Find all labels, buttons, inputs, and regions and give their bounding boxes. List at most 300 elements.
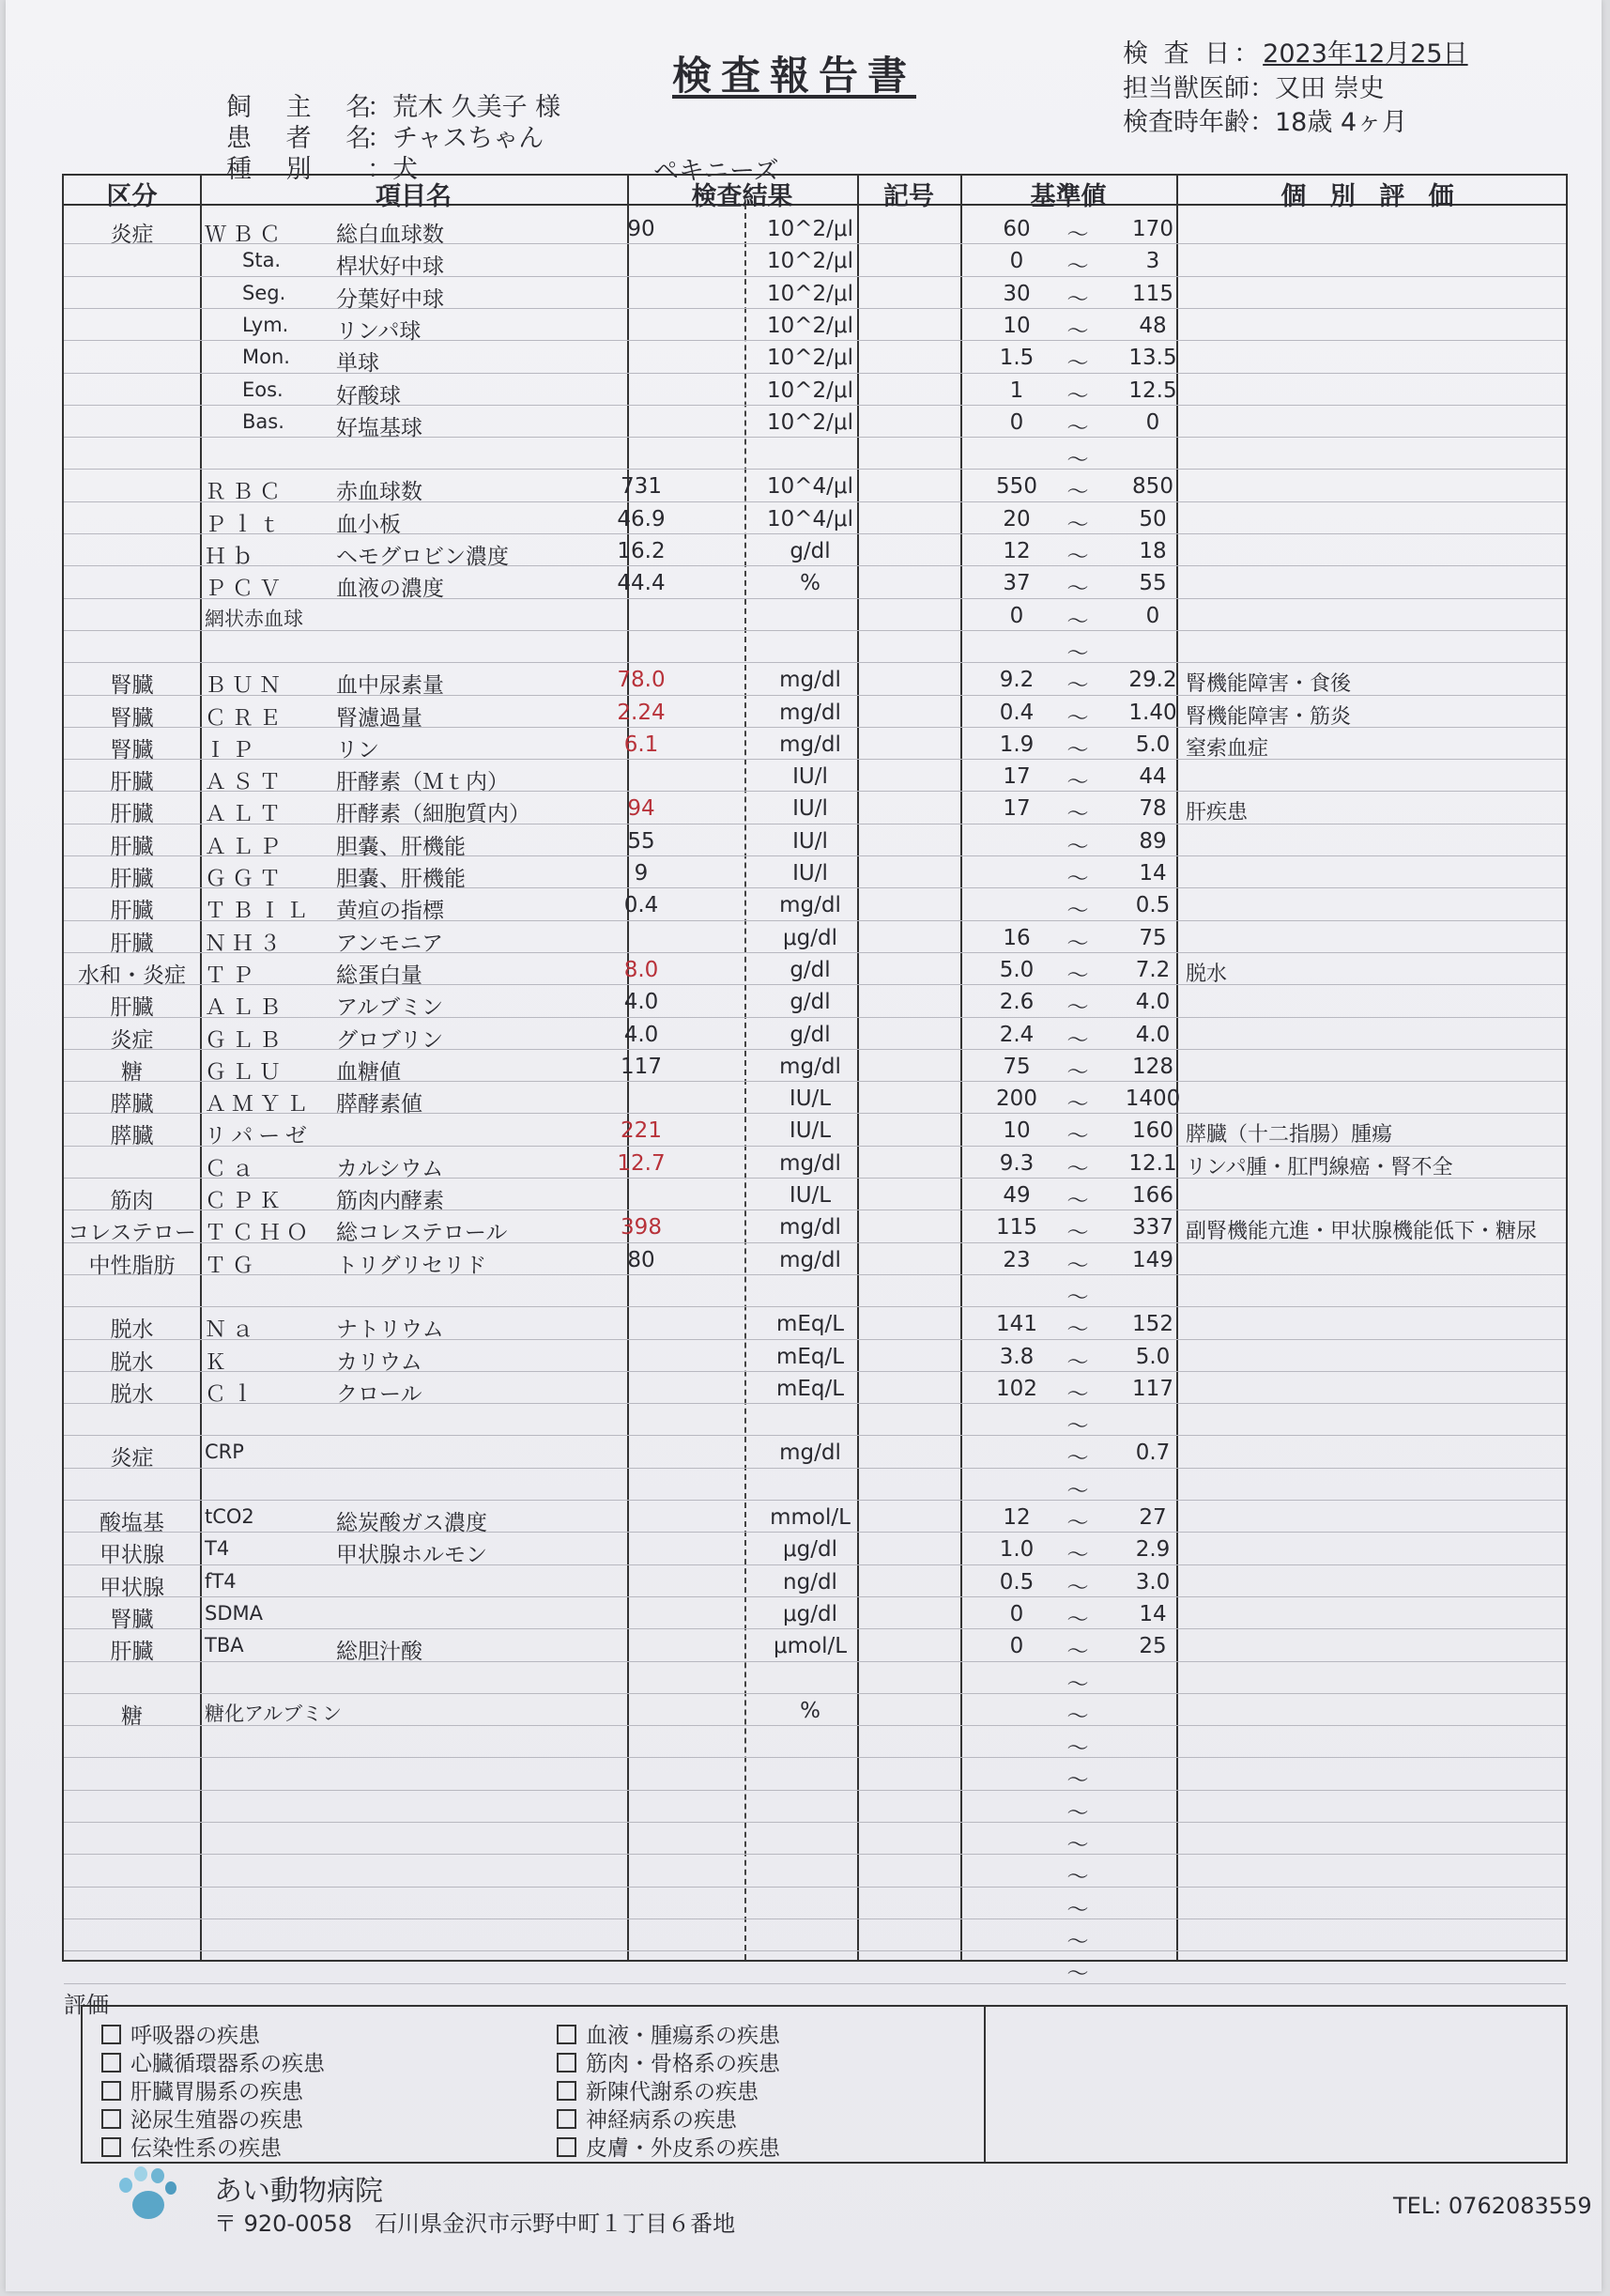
row-range-tilde: 〜 — [1066, 770, 1089, 795]
row-range-tilde: 〜 — [1066, 351, 1089, 377]
row-rule — [64, 759, 1566, 760]
row-range-low: 10 — [1003, 313, 1031, 338]
exam-date-row — [1123, 33, 1468, 69]
row-range-tilde: 〜 — [1066, 802, 1089, 827]
row-range-tilde: 〜 — [1066, 1124, 1089, 1149]
row-range-high: 4.0 — [1135, 1022, 1171, 1047]
row-unit: ng/dl — [783, 1569, 837, 1595]
row-range-high: 5.0 — [1135, 1344, 1171, 1369]
row-item-name: 筋肉内酵素 — [336, 1189, 444, 1213]
row-comment: 膵臓（十二指腸）腫瘍 — [1186, 1123, 1393, 1148]
row-code: ＡＬＴ — [205, 802, 286, 827]
row-result-value: 117 — [621, 1054, 662, 1079]
row-code: ＩＰ — [205, 737, 259, 763]
row-range-tilde: 〜 — [1066, 1962, 1089, 1987]
row-item-name: アンモニア — [336, 931, 444, 956]
row-category: 脱水 — [110, 1381, 154, 1407]
row-range-high: 13.5 — [1128, 346, 1177, 371]
col-symbol: 記号 — [883, 182, 934, 211]
row-item-name: 黄疸の指標 — [336, 899, 444, 924]
row-range-tilde: 〜 — [1066, 415, 1089, 440]
row-result-value: 80 — [627, 1247, 655, 1272]
row-item-name: 総コレステロール — [336, 1221, 508, 1246]
checkbox[interactable] — [557, 2109, 576, 2129]
row-range-tilde: 〜 — [1066, 1736, 1089, 1762]
row-item-name: 総白血球数 — [336, 223, 444, 247]
row-range-tilde: 〜 — [1066, 1768, 1089, 1794]
row-code: Ｃａ — [205, 1156, 259, 1181]
vet-label: 担当獣医師： — [1123, 74, 1275, 103]
row-range-tilde: 〜 — [1066, 1929, 1089, 1954]
row-range-tilde: 〜 — [1066, 609, 1089, 634]
row-rule — [64, 243, 1566, 244]
row-unit: 10^2/μl — [767, 378, 853, 403]
row-range-tilde: 〜 — [1066, 867, 1089, 891]
evaluation-option[interactable] — [101, 2103, 303, 2134]
row-range-low: 10 — [1003, 1118, 1031, 1144]
checkbox[interactable] — [101, 2137, 121, 2157]
evaluation-option[interactable] — [557, 2018, 780, 2049]
col-reference: 基準値 — [1030, 182, 1107, 211]
row-item-name: 単球 — [336, 351, 379, 377]
checkbox[interactable] — [557, 2053, 576, 2073]
row-result-value: 78.0 — [617, 668, 666, 693]
row-range-tilde: 〜 — [1066, 577, 1089, 602]
row-range-low: 2.6 — [999, 990, 1035, 1015]
row-range-tilde: 〜 — [1066, 1607, 1089, 1632]
row-result-value: 398 — [621, 1215, 662, 1240]
row-range-tilde: 〜 — [1066, 995, 1089, 1021]
row-range-low: 37 — [1003, 571, 1031, 596]
row-range-low: 30 — [1003, 281, 1031, 306]
evaluation-option-label: 伝染性系の疾患 — [130, 2136, 282, 2161]
row-rule — [64, 887, 1566, 888]
row-range-high: 3.0 — [1135, 1569, 1171, 1595]
evaluation-option[interactable] — [557, 2103, 737, 2134]
evaluation-option-label: 血液・腫瘍系の疾患 — [586, 2024, 780, 2048]
row-code: SDMA — [205, 1601, 263, 1625]
row-code: T4 — [205, 1537, 230, 1561]
row-unit: mEq/L — [775, 1344, 845, 1369]
row-rule — [64, 1339, 1566, 1340]
row-item-name: トリグリセリド — [336, 1253, 487, 1278]
evaluation-option[interactable] — [557, 2074, 759, 2105]
clinic-tel: TEL: 0762083559 — [1393, 2193, 1592, 2219]
row-range-tilde: 〜 — [1066, 1156, 1089, 1181]
owner-value: ：荒木 久美子 様 — [367, 93, 561, 122]
evaluation-option[interactable] — [557, 2046, 780, 2077]
row-range-tilde: 〜 — [1066, 1092, 1089, 1117]
row-unit: mg/dl — [779, 1247, 841, 1272]
row-range-low: 1.9 — [999, 732, 1035, 757]
row-rule — [64, 1081, 1566, 1082]
row-range-low: 102 — [996, 1376, 1037, 1401]
row-unit: g/dl — [790, 539, 831, 563]
row-unit: g/dl — [790, 990, 831, 1015]
row-unit: IU/l — [792, 764, 828, 790]
species-value: ：犬 — [367, 155, 418, 184]
row-range-high: 12.5 — [1128, 378, 1177, 403]
row-category: 糖 — [121, 1059, 143, 1085]
row-range-tilde: 〜 — [1066, 931, 1089, 956]
row-code: ＮＨ３ — [205, 931, 286, 956]
row-unit: μg/dl — [783, 1537, 837, 1563]
row-range-high: 89 — [1139, 828, 1167, 854]
checkbox[interactable] — [101, 2053, 121, 2073]
row-unit: IU/L — [789, 1118, 832, 1144]
row-result-value: 12.7 — [617, 1150, 666, 1176]
row-category: 肝臓 — [110, 770, 154, 795]
row-range-high: 1.40 — [1128, 700, 1177, 725]
row-rule — [64, 1500, 1566, 1501]
row-range-high: 152 — [1132, 1312, 1173, 1337]
row-code: ＴＢＩＬ — [205, 899, 314, 924]
row-item-name: カルシウム — [336, 1156, 444, 1181]
row-code: Sta. — [242, 249, 282, 272]
row-range-high: 25 — [1139, 1634, 1167, 1659]
row-range-low: 17 — [1003, 796, 1031, 822]
row-range-tilde: 〜 — [1066, 1897, 1089, 1922]
row-result-value: 8.0 — [623, 957, 659, 982]
checkbox[interactable] — [557, 2137, 576, 2157]
evaluation-option[interactable] — [557, 2131, 780, 2162]
row-range-low: 12 — [1003, 1505, 1031, 1530]
row-result-value: 46.9 — [617, 506, 666, 532]
row-range-high: 117 — [1132, 1376, 1173, 1401]
row-range-low: 1.0 — [999, 1537, 1035, 1563]
evaluation-option[interactable] — [101, 2131, 282, 2162]
row-category: 肝臓 — [110, 802, 154, 827]
row-code: ＴＧ — [205, 1253, 259, 1278]
row-rule — [64, 340, 1566, 341]
evaluation-option-label: 神経病系の疾患 — [586, 2108, 737, 2133]
row-rule — [64, 1950, 1566, 1951]
row-category: 肝臓 — [110, 899, 154, 924]
row-range-tilde: 〜 — [1066, 1543, 1089, 1568]
row-range-tilde: 〜 — [1066, 1414, 1089, 1440]
row-range-tilde: 〜 — [1066, 1027, 1089, 1053]
row-range-high: 50 — [1139, 506, 1167, 532]
checkbox[interactable] — [101, 2081, 121, 2101]
row-rule — [64, 1918, 1566, 1919]
row-rule — [64, 1468, 1566, 1469]
row-unit: IU/l — [792, 861, 828, 886]
checkbox[interactable] — [101, 2109, 121, 2129]
species-label: 種 別 — [226, 155, 325, 184]
row-range-high: 18 — [1139, 539, 1167, 563]
checkbox[interactable] — [101, 2025, 121, 2044]
row-rule — [64, 1854, 1566, 1855]
row-rule — [64, 501, 1566, 502]
row-range-tilde: 〜 — [1066, 1575, 1089, 1600]
row-unit: mg/dl — [779, 732, 841, 757]
row-category: 脱水 — [110, 1349, 154, 1375]
row-rule — [64, 984, 1566, 985]
row-range-high: 55 — [1139, 571, 1167, 596]
patient-label: 患 者 名 — [226, 124, 385, 153]
row-range-high: 27 — [1139, 1505, 1167, 1530]
row-comment: 窒索血症 — [1186, 736, 1269, 761]
row-code: ＲＢＣ — [205, 480, 286, 505]
row-category: 糖 — [121, 1703, 143, 1729]
vet-value: 又田 崇史 — [1275, 74, 1385, 103]
row-rule — [64, 1822, 1566, 1823]
row-unit: 10^2/μl — [767, 281, 853, 306]
col-item: 項目名 — [376, 182, 452, 211]
row-result-value: 55 — [627, 828, 655, 854]
row-category: 甲状腺 — [100, 1543, 164, 1568]
row-unit: 10^2/μl — [767, 409, 853, 435]
row-category: 腎臓 — [110, 705, 154, 731]
row-unit: mEq/L — [775, 1376, 845, 1401]
row-range-low: 3.8 — [999, 1344, 1035, 1369]
row-category: 肝臓 — [110, 931, 154, 956]
evaluation-option[interactable] — [101, 2046, 325, 2077]
row-unit: 10^2/μl — [767, 249, 853, 274]
evaluation-box — [81, 2005, 1568, 2164]
row-result-value: 9 — [634, 861, 649, 886]
page-title: 検査報告書 — [672, 53, 917, 99]
row-code: Eos. — [242, 378, 284, 401]
row-code: ＴＣＨＯ — [205, 1221, 314, 1246]
row-range-low: 23 — [1003, 1247, 1031, 1272]
row-code: ＰＣＶ — [205, 577, 286, 602]
row-range-low: 0 — [1009, 1634, 1024, 1659]
row-range-high: 29.2 — [1128, 668, 1177, 693]
clinic-name: あい動物病院 — [214, 2175, 383, 2208]
clinic-logo — [114, 2165, 179, 2230]
evaluation-option-label: 呼吸器の疾患 — [130, 2024, 260, 2048]
row-range-tilde: 〜 — [1066, 223, 1089, 247]
row-range-high: 149 — [1132, 1247, 1173, 1272]
row-range-high: 166 — [1132, 1183, 1173, 1208]
row-item-name: 血小板 — [336, 512, 401, 537]
evaluation-option-label: 泌尿生殖器の疾患 — [130, 2108, 303, 2133]
row-unit: μg/dl — [783, 925, 837, 950]
row-range-low: 0 — [1009, 1601, 1024, 1626]
row-unit: mg/dl — [779, 700, 841, 725]
row-range-high: 850 — [1132, 474, 1173, 500]
row-item-name: 腎濾過量 — [336, 705, 422, 731]
row-rule — [64, 1371, 1566, 1372]
row-code: ＢＵＮ — [205, 673, 286, 699]
row-range-tilde: 〜 — [1066, 1253, 1089, 1278]
patient-value: ：チャスちゃん — [367, 124, 544, 153]
row-rule — [64, 1274, 1566, 1275]
row-range-high: 160 — [1132, 1118, 1173, 1144]
evaluation-option[interactable] — [101, 2018, 260, 2049]
row-item-name: カリウム — [336, 1349, 422, 1375]
row-rule — [64, 1596, 1566, 1597]
row-range-tilde: 〜 — [1066, 254, 1089, 280]
row-code: Mon. — [242, 346, 290, 369]
row-rule — [64, 1306, 1566, 1307]
row-code: ＴＰ — [205, 963, 259, 988]
breed: ペキニーズ — [653, 157, 779, 186]
row-category: 甲状腺 — [100, 1575, 164, 1600]
row-code: ＣＰＫ — [205, 1189, 286, 1213]
row-range-low: 0 — [1009, 409, 1024, 435]
row-result-value: 221 — [621, 1118, 662, 1144]
row-category: 膵臓 — [110, 1092, 154, 1117]
row-category: 腎臓 — [110, 673, 154, 699]
row-comment: 肝疾患 — [1186, 801, 1249, 825]
row-item-name: 好酸球 — [336, 383, 401, 408]
row-range-low: 49 — [1003, 1183, 1031, 1208]
row-item-name: アルブミン — [336, 995, 444, 1021]
row-range-tilde: 〜 — [1066, 1478, 1089, 1503]
row-unit: IU/l — [792, 828, 828, 854]
row-range-tilde: 〜 — [1066, 512, 1089, 537]
row-item-name: 分葉好中球 — [336, 286, 444, 312]
clinic-address: 〒 920-0058 石川県金沢市示野中町１丁目６番地 — [214, 2211, 736, 2237]
row-category: 肝臓 — [110, 834, 154, 859]
row-range-tilde: 〜 — [1066, 1221, 1089, 1246]
row-comment: リンパ腫・肛門線癌・腎不全 — [1186, 1155, 1453, 1179]
row-unit: IU/l — [792, 796, 828, 822]
row-rule — [64, 598, 1566, 599]
row-result-value: 731 — [621, 474, 662, 500]
row-item-name: ヘモグロビン濃度 — [336, 545, 509, 569]
row-rule — [64, 1693, 1566, 1694]
row-range-tilde: 〜 — [1066, 1800, 1089, 1826]
row-category: 炎症 — [110, 223, 154, 247]
row-unit: μg/dl — [783, 1601, 837, 1626]
row-code: ＡＭＹＬ — [205, 1092, 314, 1117]
row-range-low: 115 — [996, 1215, 1037, 1240]
evaluation-option-label: 心臓循環器系の疾患 — [130, 2052, 325, 2076]
row-rule — [64, 373, 1566, 374]
row-item-name: 肝酵素（細胞質内） — [336, 802, 530, 827]
row-unit: mg/dl — [779, 893, 841, 918]
evaluation-option-label: 新陳代謝系の疾患 — [586, 2080, 759, 2104]
row-rule — [64, 1628, 1566, 1629]
age-value: 18歳 4ヶ月 — [1275, 108, 1408, 137]
row-range-high: 75 — [1139, 925, 1167, 950]
row-range-low: 0 — [1009, 249, 1024, 274]
row-unit: mmol/L — [770, 1505, 851, 1530]
row-comment: 脱水 — [1186, 962, 1228, 986]
row-rule — [64, 308, 1566, 309]
row-category: 肝臓 — [110, 1640, 154, 1665]
row-range-low: 60 — [1003, 217, 1031, 241]
row-rule — [64, 405, 1566, 406]
row-code: ＡＬＰ — [205, 834, 286, 859]
row-range-high: 3 — [1145, 249, 1160, 274]
row-category: 筋肉 — [110, 1189, 154, 1213]
row-rule — [64, 791, 1566, 792]
results-table — [62, 174, 1568, 1987]
row-range-low: 5.0 — [999, 957, 1035, 982]
row-range-tilde: 〜 — [1066, 1833, 1089, 1857]
row-range-tilde: 〜 — [1066, 1446, 1089, 1472]
row-category: コレステロー — [68, 1221, 196, 1246]
row-result-value: 44.4 — [617, 571, 666, 596]
row-code: Ｋ — [205, 1349, 232, 1375]
row-range-tilde: 〜 — [1066, 1381, 1089, 1407]
row-unit: IU/L — [789, 1183, 832, 1208]
row-unit: g/dl — [790, 1022, 831, 1047]
row-rule — [64, 855, 1566, 856]
row-rule — [64, 1017, 1566, 1018]
row-item-name: 甲状腺ホルモン — [336, 1543, 487, 1568]
row-rule — [64, 437, 1566, 438]
row-rule — [64, 469, 1566, 470]
row-code: Ｐｌｔ — [205, 512, 286, 537]
row-range-low: 0.5 — [999, 1569, 1035, 1595]
row-range-high: 128 — [1132, 1054, 1173, 1079]
row-code: Seg. — [242, 281, 286, 304]
col-evaluation: 個 別 評 価 — [1280, 182, 1462, 211]
row-code: Ｃｌ — [205, 1381, 259, 1407]
evaluation-option[interactable] — [101, 2074, 303, 2105]
row-unit: mg/dl — [779, 1054, 841, 1079]
row-category: 炎症 — [110, 1027, 154, 1053]
row-range-tilde: 〜 — [1066, 1285, 1089, 1310]
row-result-value: 94 — [627, 796, 655, 822]
row-range-tilde: 〜 — [1066, 640, 1089, 666]
row-range-high: 1400 — [1125, 1086, 1181, 1112]
row-range-high: 4.0 — [1135, 990, 1171, 1015]
checkbox[interactable] — [557, 2081, 576, 2101]
row-rule — [64, 1790, 1566, 1791]
row-range-tilde: 〜 — [1066, 1672, 1089, 1697]
row-unit: 10^2/μl — [767, 217, 853, 241]
row-range-high: 0 — [1145, 409, 1160, 435]
row-range-low: 9.2 — [999, 668, 1035, 693]
row-item-name: 好塩基球 — [336, 415, 422, 440]
row-code: Lym. — [242, 313, 289, 336]
row-range-tilde: 〜 — [1066, 448, 1089, 473]
row-unit: IU/L — [789, 1086, 832, 1112]
evaluation-option-label: 皮膚・外皮系の疾患 — [586, 2136, 780, 2161]
row-rule — [64, 1661, 1566, 1662]
row-item-name: 総胆汁酸 — [336, 1640, 422, 1665]
row-unit: g/dl — [790, 957, 831, 982]
evaluation-label: 評価 — [64, 1992, 109, 2018]
row-range-high: 337 — [1132, 1215, 1173, 1240]
row-range-low: 1 — [1009, 378, 1024, 403]
vet-row — [1123, 68, 1385, 104]
row-category: 酸塩基 — [100, 1511, 164, 1535]
age-label: 検査時年齢： — [1123, 108, 1275, 137]
row-code: ＡＳＴ — [205, 770, 286, 795]
row-unit: 10^2/μl — [767, 313, 853, 338]
row-range-high: 44 — [1139, 764, 1167, 790]
row-code: ＣＲＥ — [205, 705, 286, 731]
row-range-high: 78 — [1139, 796, 1167, 822]
row-range-low: 20 — [1003, 506, 1031, 532]
row-item-name: 膵酵素値 — [336, 1092, 422, 1117]
row-range-tilde: 〜 — [1066, 1318, 1089, 1343]
row-range-tilde: 〜 — [1066, 318, 1089, 344]
row-code: Ｎａ — [205, 1318, 259, 1343]
row-range-low: 12 — [1003, 539, 1031, 563]
row-code: ＧＬＵ — [205, 1059, 286, 1085]
row-range-high: 48 — [1139, 313, 1167, 338]
row-result-value: 4.0 — [623, 1022, 659, 1047]
row-rule — [64, 1564, 1566, 1565]
row-unit: % — [800, 1698, 820, 1723]
row-item-name: 総炭酸ガス濃度 — [336, 1511, 487, 1535]
row-category: 肝臓 — [110, 867, 154, 891]
row-category: 肝臓 — [110, 995, 154, 1021]
owner-label: 飼 主 名 — [226, 93, 385, 122]
checkbox[interactable] — [557, 2025, 576, 2044]
row-range-tilde: 〜 — [1066, 834, 1089, 859]
row-code: ＧＬＢ — [205, 1027, 286, 1053]
row-code: ＡＬＢ — [205, 995, 286, 1021]
